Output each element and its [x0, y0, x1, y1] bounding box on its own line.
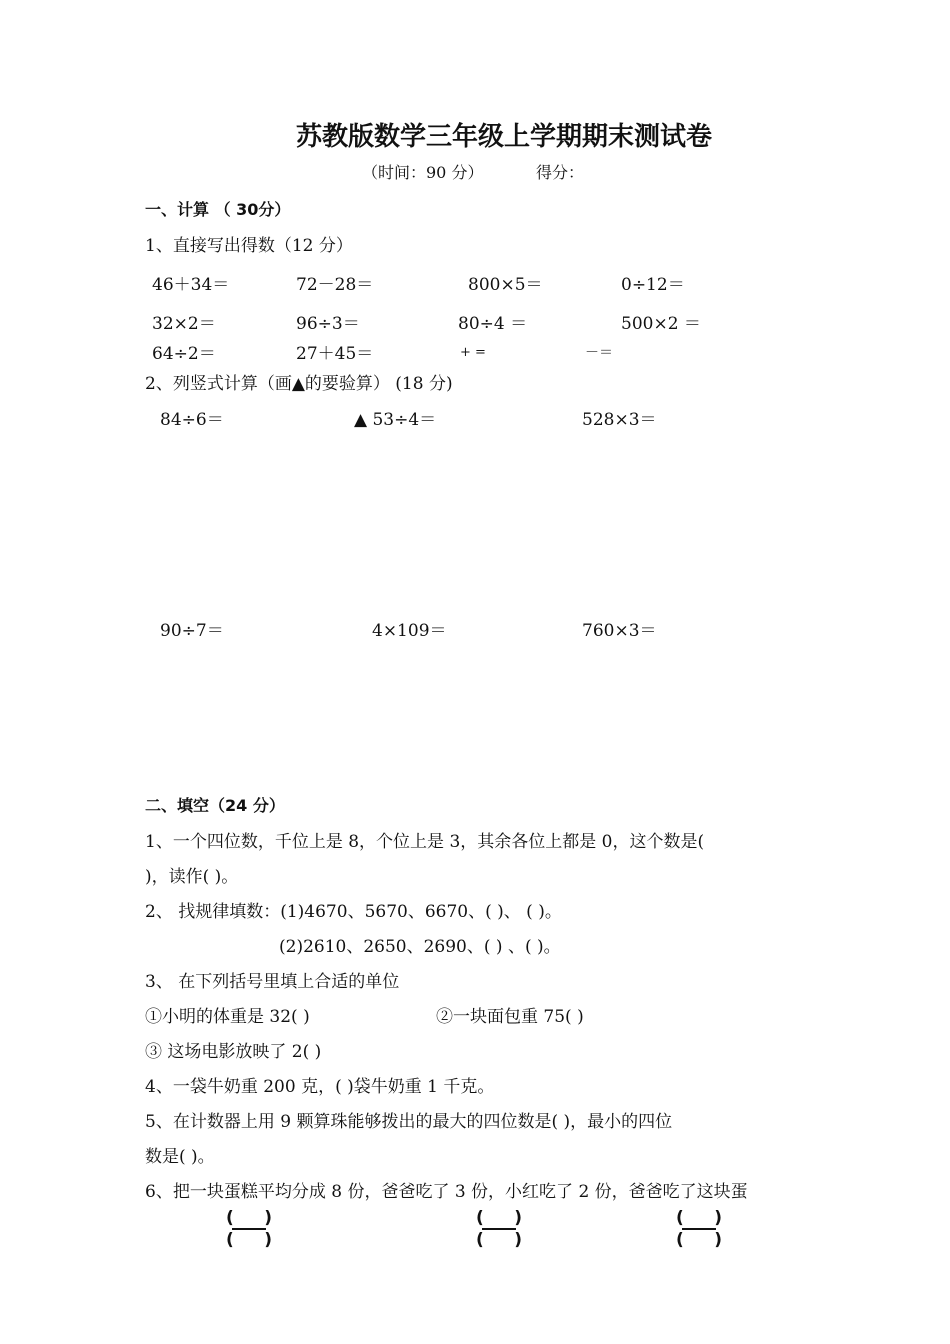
fill-q6-line1: 6、把一块蛋糕平均分成 8 份，爸爸吃了 3 份，小红吃了 2 份，爸爸吃了这块蛋 — [145, 1182, 748, 1202]
calc-item: 72－28＝ — [296, 275, 374, 295]
fraction-blank: ( ) ( ) — [476, 1208, 522, 1250]
calc-item: 46＋34＝ — [152, 275, 230, 295]
fill-q2-line1: 2、 找规律填数：(1)4670、5670、6670、( )、 ( )。 — [145, 902, 562, 922]
vertical-calc-item: 84÷6＝ — [160, 410, 224, 430]
vertical-calc-item: ▲ 53÷4＝ — [354, 410, 437, 430]
fraction-blank: ( ) ( ) — [226, 1208, 272, 1250]
score-label: 得分： — [536, 163, 585, 182]
calc-item: 0÷12＝ — [621, 275, 685, 295]
calc-item: 800×5＝ — [468, 275, 543, 295]
fill-q5-line2: 数是( )。 — [145, 1147, 215, 1167]
fill-q3-a: ①小明的体重是 32( ) — [145, 1007, 310, 1027]
fill-q5-line1: 5、在计数器上用 9 颗算珠能够拨出的最大的四位数是( )，最小的四位 — [145, 1112, 673, 1132]
calc-item: 96÷3＝ — [296, 314, 360, 334]
calc-item: 27＋45＝ — [296, 344, 374, 364]
fill-q1-line2: )，读作( )。 — [145, 867, 239, 887]
vertical-calc-item: 760×3＝ — [582, 621, 657, 641]
calc-item: 64÷2＝ — [152, 344, 216, 364]
fill-q3-label: 3、 在下列括号里填上合适的单位 — [145, 972, 400, 992]
vertical-calc-item: 528×3＝ — [582, 410, 657, 430]
fill-q1-line1: 1、一个四位数，千位上是 8，个位上是 3，其余各位上都是 0，这个数是( — [145, 832, 705, 852]
fill-q3-b: ②一块面包重 75( ) — [436, 1007, 584, 1027]
fill-q4: 4、一袋牛奶重 200 克，( )袋牛奶重 1 千克。 — [145, 1077, 495, 1097]
time-limit: （时间：90 分） — [362, 163, 484, 182]
section-1-heading: 一、计算 （ 30分） — [145, 200, 291, 219]
calc-item: 80÷4 ＝ — [458, 314, 528, 334]
fill-q2-line2: (2)2610、2650、2690、( ) 、( )。 — [279, 937, 561, 957]
page-title: 苏教版数学三年级上学期期末测试卷 — [296, 122, 713, 152]
calc-item: + = — [460, 345, 486, 360]
section-2-heading: 二、填空（24 分） — [145, 796, 285, 815]
calc-item: 32×2＝ — [152, 314, 216, 334]
vertical-calc-item: 4×109＝ — [372, 621, 447, 641]
q1-label: 1、直接写出得数（12 分） — [145, 236, 353, 256]
fill-q3-c: ③ 这场电影放映了 2( ) — [145, 1042, 322, 1062]
calc-item: －＝ — [585, 345, 613, 361]
vertical-calc-item: 90÷7＝ — [160, 621, 224, 641]
fraction-blank: ( ) ( ) — [676, 1208, 722, 1250]
calc-item: 500×2 ＝ — [621, 314, 701, 334]
q2-label: 2、列竖式计算（画▲的要验算） (18 分) — [145, 374, 453, 394]
